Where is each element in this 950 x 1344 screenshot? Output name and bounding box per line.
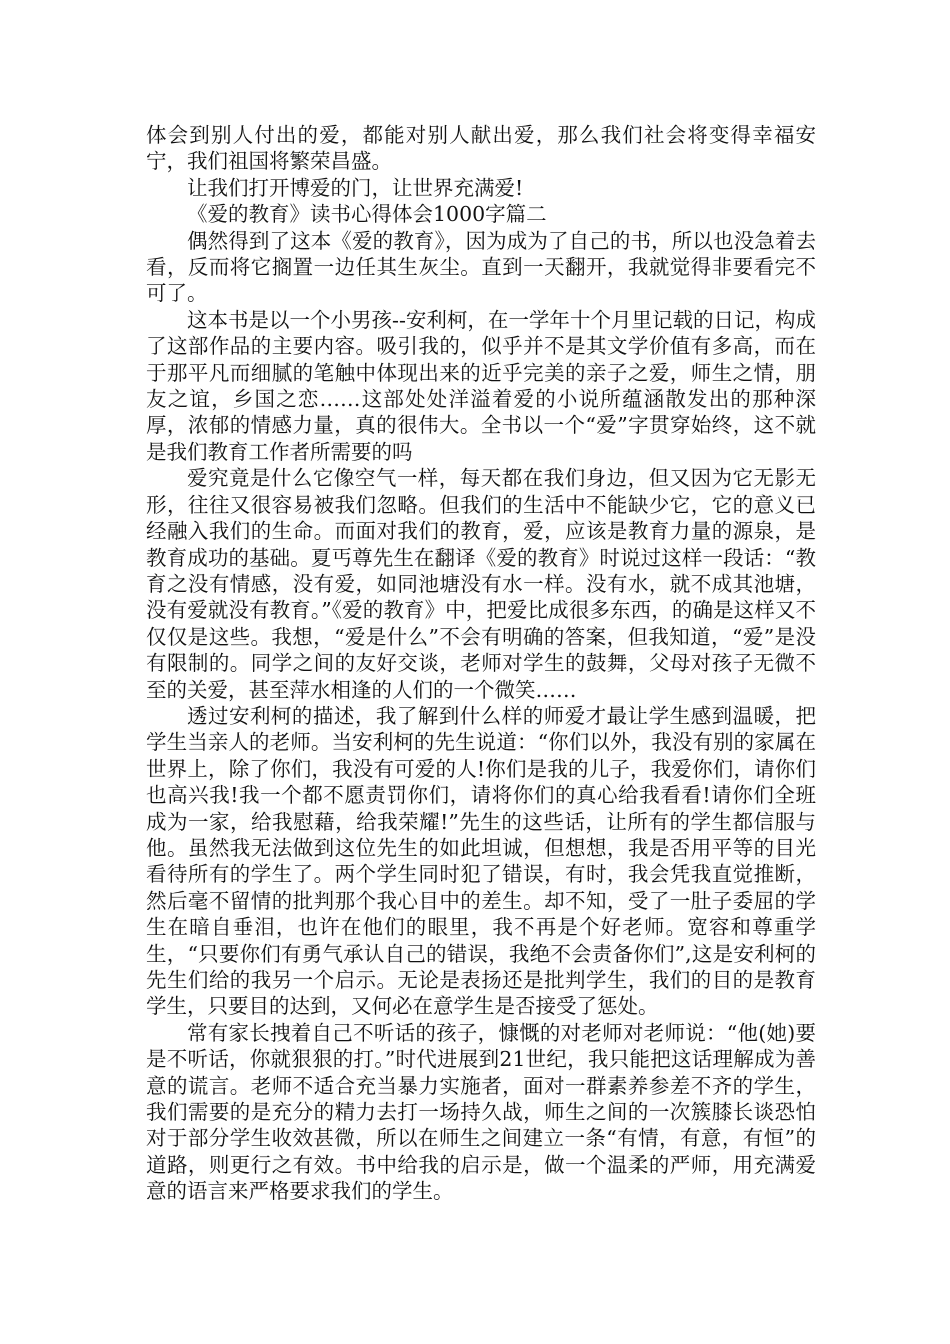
paragraph: 爱究竟是什么它像空气一样，每天都在我们身边，但又因为它无影无形，往往又很容易被我们忽略。但我们的生活中不能缺少它，它的意义已经融入我们的生命。而面对我们的教育，爱，应该是教育力量的源泉，是教育成功的基础。夏丐尊先生在翻译《爱的教育》时说过这样一段话：“教育之没有情感，没有爱，如同池塘没有水一样。没有水，就不成其池塘，没有爱就没有教育。”《爱的教育》中，把爱比成很多东西，的确是这样又不仅仅是这些。我想，“爱是什么”不会有明确的答案，但我知道，“爱”是没有限制的。同学之间的友好交谈，老师对学生的鼓舞，父母对孩子无微不至的关爱，甚至萍水相逢的人们的一个微笑……	[146, 466, 816, 702]
paragraph: 透过安利柯的描述，我了解到什么样的师爱才最让学生感到温暖，把学生当亲人的老师。当安利柯的先生说道：“你们以外，我没有别的家属在世界上，除了你们，我没有可爱的人!你们是我的儿子，我爱你们，请你们也高兴我!我一个都不愿责罚你们，请将你们的真心给我看看!请你们全班成为一家，给我慰藉，给我荣耀!”先生的这些话，让所有的学生都信服与他。虽然我无法做到这位先生的如此坦诚，但想想，我是否用平等的目光看待所有的学生了。两个学生同时犯了错误，有时，我会凭我直觉推断，然后毫不留情的批判那个我心目中的差生。却不知，受了一肚子委屈的学生在暗自垂泪，也许在他们的眼里，我不再是个好老师。宽容和尊重学生，“只要你们有勇气承认自己的错误，我绝不会责备你们”,这是安利柯的先生们给的我另一个启示。无论是表扬还是批判学生，我们的目的是教育学生，只要目的达到，又何必在意学生是否接受了惩处。	[146, 703, 816, 1019]
section-heading: 《爱的教育》读书心得体会1000字篇二	[187, 202, 547, 227]
paragraph-continued: 体会到别人付出的爱，都能对别人献出爱，那么我们社会将变得幸福安宁，我们祖国将繁荣昌盛。	[146, 123, 816, 174]
document-page	[146, 122, 816, 1205]
paragraph: 这本书是以一个小男孩--安利柯，在一学年十个月里记载的日记，构成了这部作品的主要内容。吸引我的，似乎并不是其文学价值有多高，而在于那平凡而细腻的笔触中体现出来的近乎完美的亲子之爱，师生之情，朋友之谊，乡国之恋……这部处处洋溢着爱的小说所蕴涵散发出的那种深厚，浓郁的情感力量，真的很伟大。全书以一个“爱”字贯穿始终，这不就是我们教育工作者所需要的吗	[146, 307, 816, 464]
paragraph: 常有家长拽着自己不听话的孩子，慷慨的对老师对老师说：“他(她)要是不听话，你就狠狠的打。”时代进展到21世纪，我只能把这话理解成为善意的谎言。老师不适合充当暴力实施者，面对一群素养参差不齐的学生，我们需要的是充分的精力去打一场持久战，师生之间的一次簇膝长谈恐怕对于部分学生收效甚微，所以在师生之间建立一条“有情，有意，有恒”的道路，则更行之有效。书中给我的启示是，做一个温柔的严师，用充满爱意的语言来严格要求我们的学生。	[146, 1020, 816, 1204]
paragraph-slogan: 让我们打开博爱的门，让世界充满爱!	[187, 175, 524, 200]
paragraph: 偶然得到了这本《爱的教育》，因为成为了自己的书，所以也没急着去看，反而将它搁置一边任其生灰尘。直到一天翻开，我就觉得非要看完不可了。	[146, 228, 816, 306]
